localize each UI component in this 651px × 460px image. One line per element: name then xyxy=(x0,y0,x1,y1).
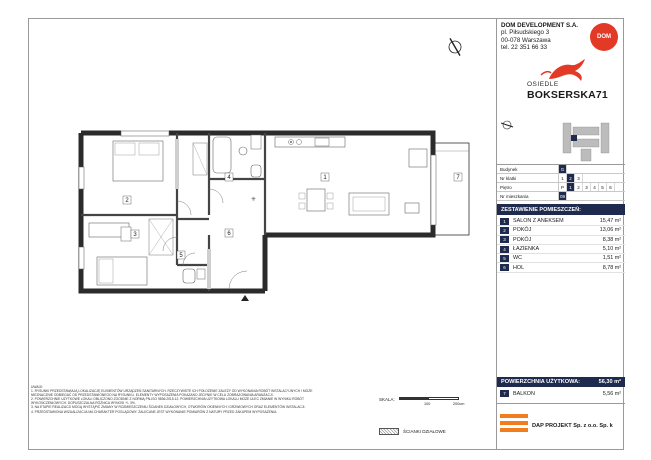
room-label-5: 5 xyxy=(179,253,183,259)
info-row xyxy=(497,192,625,201)
total-area-value: 56,30 m² xyxy=(598,379,621,385)
bathtub xyxy=(213,137,231,173)
note-line: NIEZNACZNIE ODBIEGAĆ OD PRZEDSTAWIONEGO NA RYSUNKU. ELEMENTY WYPOSAŻENIA POKAZANO JEDYNIE W CELU ZOBRAZOWANIA ARANŻACJI. xyxy=(31,393,274,398)
room-row xyxy=(497,226,625,235)
info-cell: 5 xyxy=(599,183,607,191)
balcony-number: 7 xyxy=(500,390,509,397)
scale-mark: 100 xyxy=(424,402,431,406)
room-area: 8,78 m² xyxy=(602,264,621,271)
info-row xyxy=(497,183,625,192)
rooms-list xyxy=(497,217,625,273)
room-name: POKÓJ xyxy=(513,236,532,243)
site-plan xyxy=(501,117,623,169)
dining-table xyxy=(307,189,325,211)
company-city: 00-078 Warszawa xyxy=(501,36,551,44)
scale-bar xyxy=(399,397,459,400)
scale-mark: 200cm xyxy=(453,402,465,406)
room-row xyxy=(497,217,625,226)
room-row xyxy=(497,245,625,254)
svg-text:✳: ✳ xyxy=(251,197,257,203)
estate-logo xyxy=(519,57,609,109)
room-label-4: 4 xyxy=(227,175,231,181)
info-cell: 1 xyxy=(567,183,575,191)
room-name: ŁAZIENKA xyxy=(513,246,540,253)
info-cell: 2 xyxy=(567,174,575,182)
info-cell: 2 xyxy=(575,183,583,191)
notes xyxy=(31,385,377,414)
info-label: Nr mieszkania xyxy=(497,192,559,200)
legend-partition-walls xyxy=(379,428,446,435)
designer-name: DAP PROJEKT Sp. z o.o. Sp. k xyxy=(532,423,613,429)
room-row xyxy=(497,263,625,272)
room-label-1: 1 xyxy=(323,175,327,181)
room-name: WC xyxy=(513,255,522,262)
balcony-row xyxy=(497,389,625,398)
room-label-7: 7 xyxy=(456,175,460,181)
balcony-area: 5,56 m² xyxy=(602,390,621,397)
note-line: WYKOŃCZENIOWYCH. DOPUSZCZALNA RÓŻNICA WYNOSI +/- 3%. xyxy=(31,401,136,406)
room-number: 2 xyxy=(500,227,509,234)
dap-logo-icon xyxy=(500,414,528,440)
room-row xyxy=(497,254,625,263)
rooms-title: ZESTAWIENIE POMIESZCZEŃ: xyxy=(497,204,625,215)
room-area: 13,06 m² xyxy=(599,227,621,234)
info-cell: 09 xyxy=(559,193,565,199)
room-name: POKÓJ xyxy=(513,227,532,234)
company-info xyxy=(501,22,578,52)
info-cell: G xyxy=(559,165,567,173)
room-label-3: 3 xyxy=(133,232,137,238)
room-label-2: 2 xyxy=(125,198,129,204)
scale-label: SKALA: xyxy=(379,397,395,402)
room-area: 8,38 m² xyxy=(602,236,621,243)
balcony-area xyxy=(433,143,469,235)
info-cell: P xyxy=(559,183,567,191)
company-name: DOM DEVELOPMENT S.A. xyxy=(501,22,579,29)
total-area-label: POWIERZCHNIA UŻYTKOWA: xyxy=(501,379,581,385)
room-area: 15,47 m² xyxy=(599,218,621,225)
room-area: 5,10 m² xyxy=(602,246,621,253)
horse-logo-icon xyxy=(519,57,609,83)
balcony-name: BALKON xyxy=(513,390,535,397)
info-cell: 3 xyxy=(583,183,591,191)
entrance-marker xyxy=(241,295,249,301)
note-line: 1. RYSUNKI PRZEDSTAWIAJĄ LOKALIZACJĘ ELEMENTÓW URZĄDZEŃ SANITARNYCH. RZECZYWISTE ICH POŁOŻENIE ZALEŻY OD WYKONANIA ROBÓT INSTALACYJNYCH I MOŻE xyxy=(31,389,313,394)
info-label: Budynek xyxy=(497,165,559,173)
notes-title: UWAGI: xyxy=(31,385,43,389)
room-number: 3 xyxy=(500,236,509,243)
info-row xyxy=(497,165,625,174)
info-cell: 3 xyxy=(575,174,583,182)
room-label-6: 6 xyxy=(227,231,231,237)
hatch-swatch xyxy=(379,428,399,435)
info-panel xyxy=(496,19,624,449)
estate-prefix: OSIEDLE xyxy=(527,81,559,88)
company-phone: tel. 22 351 66 33 xyxy=(501,44,548,52)
total-area xyxy=(497,377,625,387)
room-number: 1 xyxy=(500,218,509,225)
room-number: 4 xyxy=(500,246,509,253)
legend-label: ŚCIANKI DZIAŁOWE xyxy=(403,429,446,434)
note-line: 4. PRZEDSTAWIONA WIZUALIZACJA MA CHARAKTER POGLĄDOWY. ZALECANE JEST WYKONANIE POMIARÓW Z NATURY PRZED ZAKUPEM WYPOSAŻENIA. xyxy=(31,409,278,414)
room-row xyxy=(497,236,625,245)
info-label: Piętro xyxy=(497,183,559,191)
room-area: 1,51 m² xyxy=(602,255,621,262)
room-number: 6 xyxy=(500,264,509,271)
dom-logo: DOM xyxy=(590,23,618,51)
room-name: SALON Z ANEKSEM xyxy=(513,218,564,225)
document-frame xyxy=(28,18,624,450)
north-arrow-icon xyxy=(445,35,465,58)
company-address: pl. Piłsudskiego 3 xyxy=(501,29,550,37)
info-cell: 6 xyxy=(607,183,615,191)
info-row xyxy=(497,174,625,183)
info-cell: 1 xyxy=(559,174,567,182)
info-cell: 4 xyxy=(591,183,599,191)
designer-block xyxy=(497,403,625,451)
note-line: 3. NA ETAPIE REALIZACJI MOGĄ WYSTĄPIĆ ZMIANY W ROZMIESZCZENIU ŚCIANEK DZIAŁOWYCH, OTWORÓW OKIENNYCH I DRZWIOWYCH ORAZ ELEMENTÓW INSTALACJI. xyxy=(31,405,306,410)
info-label: Nr klatki xyxy=(497,174,559,182)
room-number: 5 xyxy=(500,255,509,262)
estate-name: BOKSERSKA71 xyxy=(527,89,608,101)
room-name: HOL xyxy=(513,264,525,271)
note-line: 2. POWIERZCHNIE UŻYTKOWE LOKALI OBLICZONO ZGODNIE Z NORMĄ PN-ISO 9836:2015-12. POWIERZCHNIA UŻYTKOWA LOKALU MOŻE ULEC ZMIANIE W WYNIKU ROBÓT xyxy=(31,397,305,402)
building-info-table xyxy=(497,164,625,201)
